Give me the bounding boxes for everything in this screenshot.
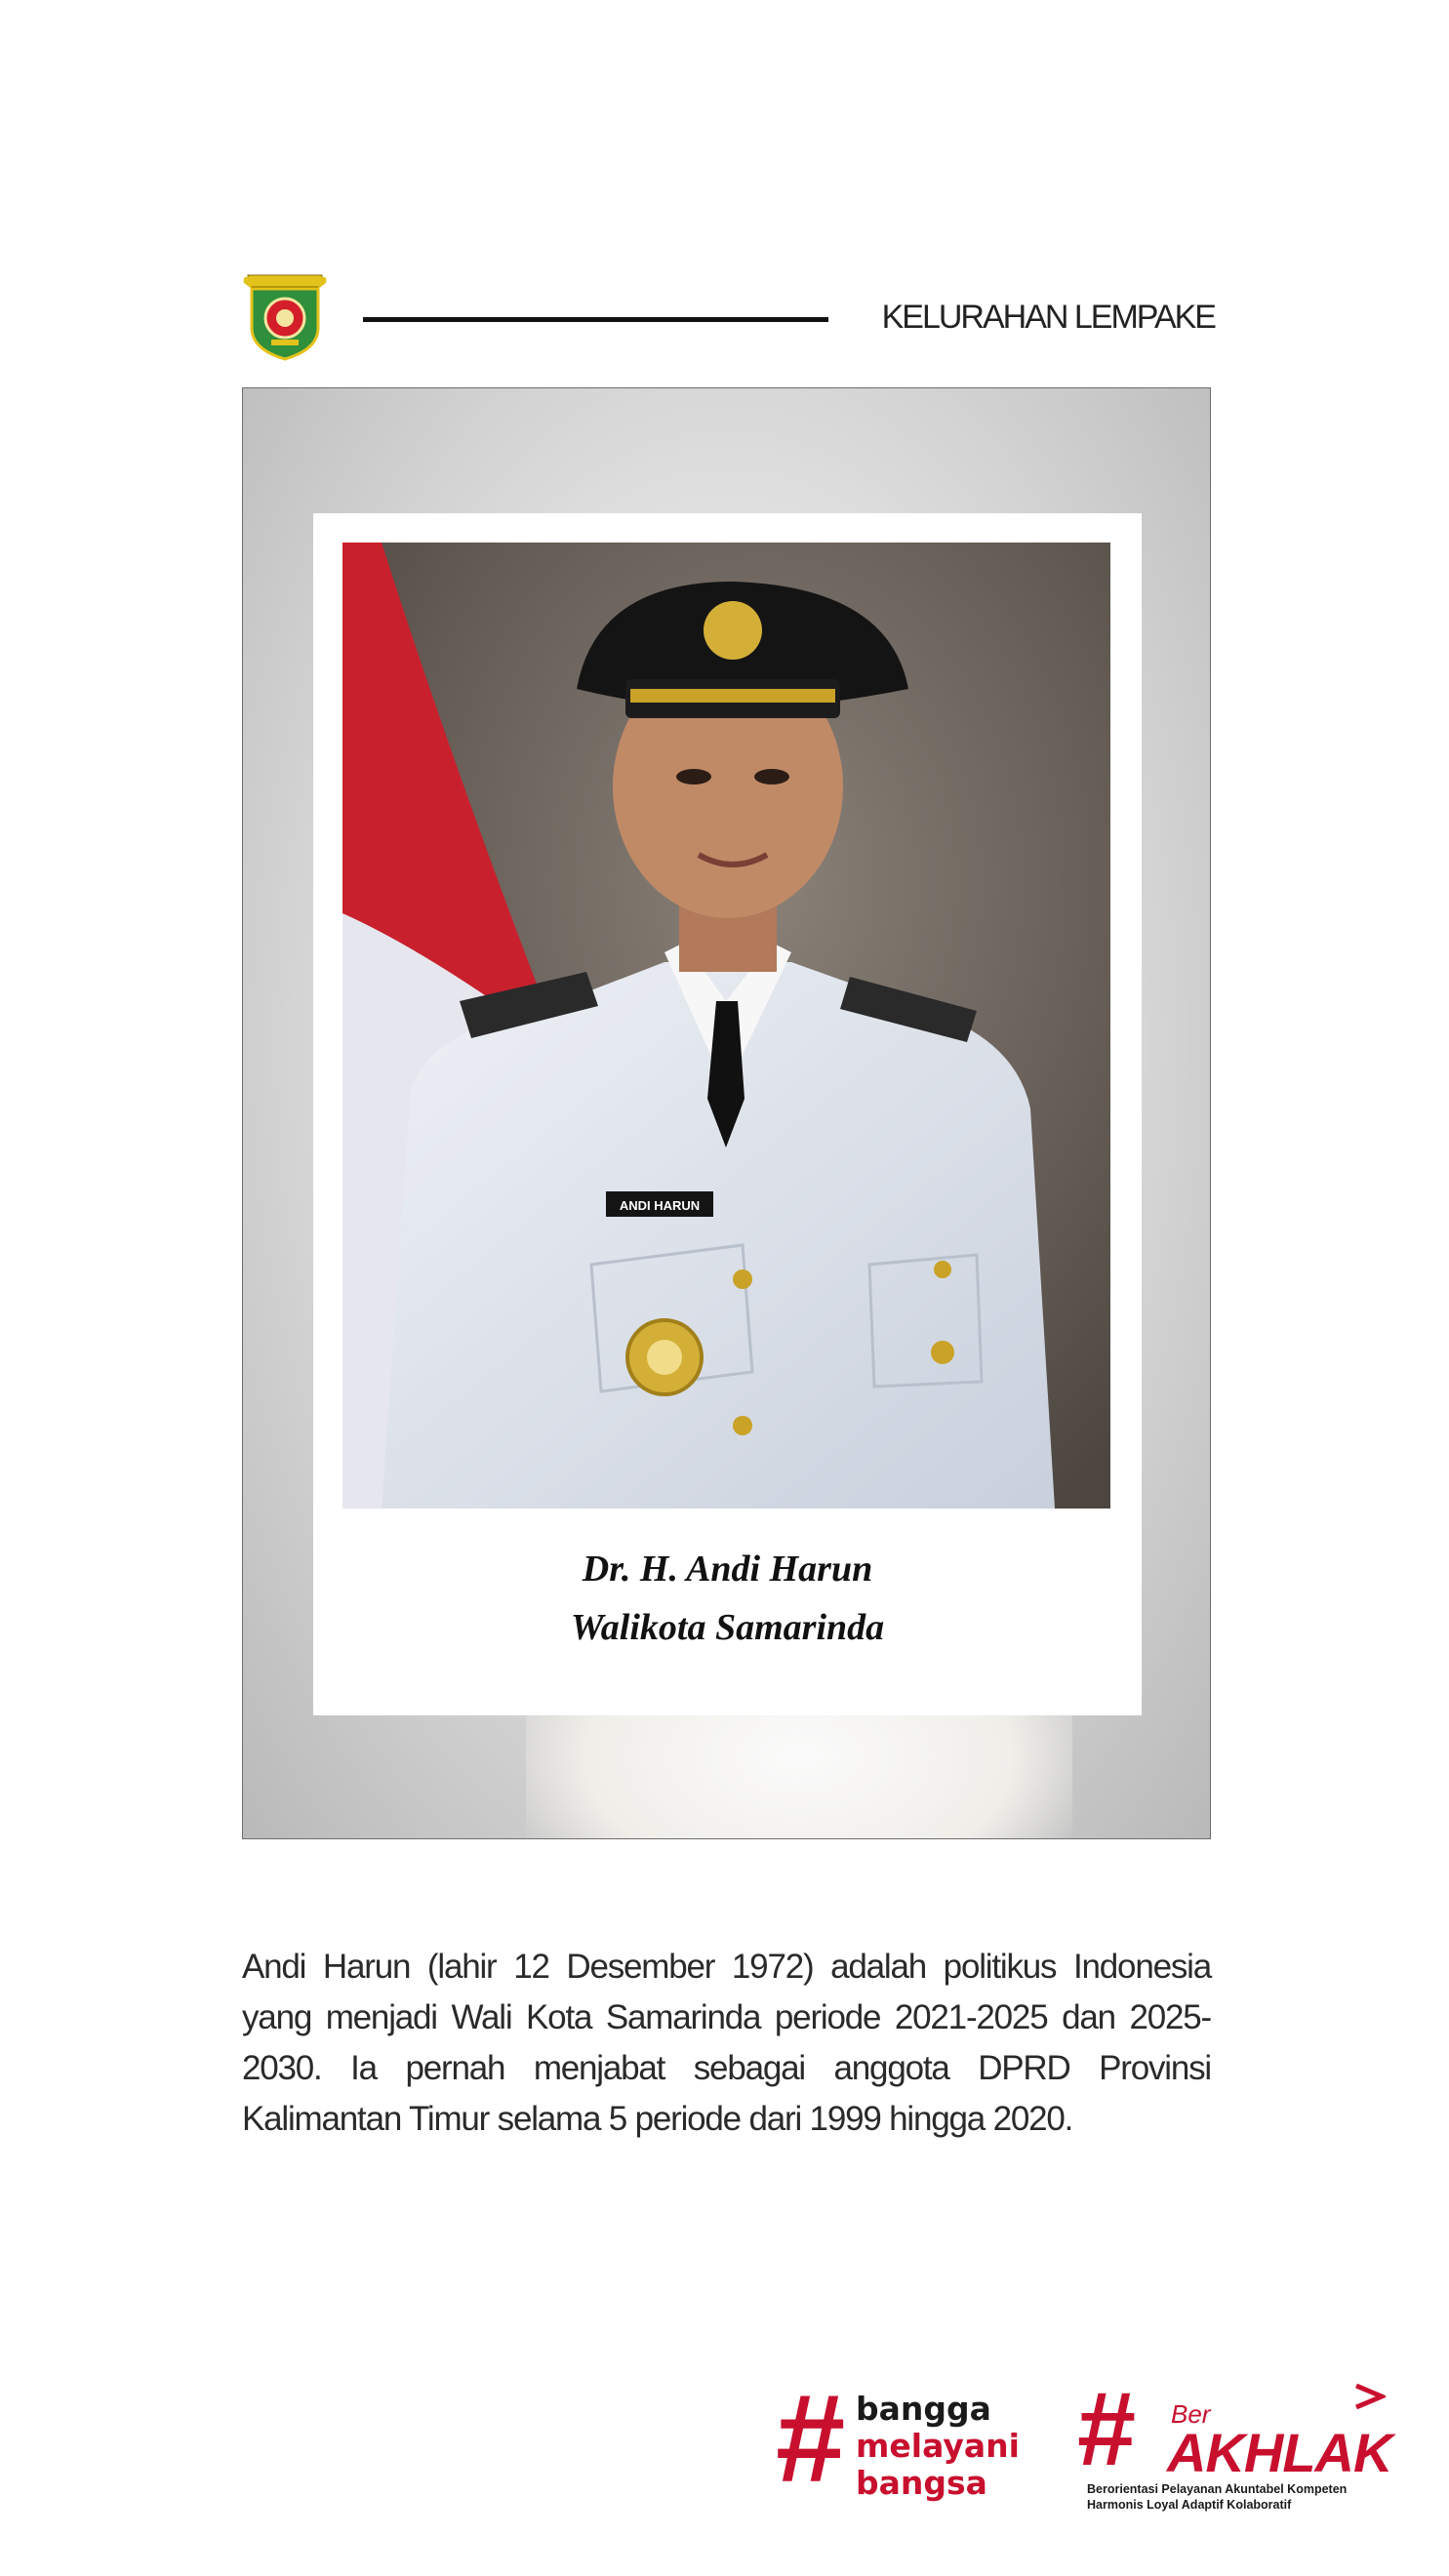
bangga-slogan-text [856, 2391, 1020, 2502]
official-portrait-image [342, 543, 1110, 1509]
akhlak-word: AKHLAK [1167, 2422, 1392, 2483]
bangga-melayani-bangsa-logo [776, 2369, 1049, 2509]
portrait-position: Walikota Samarinda [570, 1607, 885, 1648]
biography-paragraph: Andi Harun (lahir 12 Desember 1972) adalah politikus Indonesia yang menjadi Wali Kota Samarinda periode 2021-2025 dan 2025-2030. Ia pernah menjabat sebagai anggota DPRD Provinsi Kalimantan Timur selama 5 periode dari 1999 hingga 2020. [242, 1948, 1211, 2138]
portrait-photo [342, 543, 1110, 1509]
slogan-line-bangsa: bangsa [856, 2464, 987, 2502]
chevron-right-icon [1352, 2382, 1386, 2411]
slogan-line-melayani: melayani [856, 2427, 1020, 2465]
portrait-card [313, 513, 1142, 1715]
hashtag-symbol: # [1077, 2369, 1137, 2487]
hashtag-symbol: # [776, 2369, 846, 2509]
portrait-name: Dr. H. Andi Harun [582, 1549, 873, 1590]
uniform-name-tag: ANDI HARUN [619, 1198, 701, 1213]
berakhlak-logo [1077, 2369, 1399, 2517]
portrait-frame [242, 387, 1211, 1839]
header-divider [363, 317, 828, 322]
akhlak-values-text [1087, 2481, 1409, 2513]
organization-name: KELURAHAN LEMPAKE [881, 299, 1215, 336]
akhlak-values-line-2: Harmonis Loyal Adaptif Kolaboratif [1087, 2498, 1292, 2512]
page-header [0, 0, 1449, 371]
samarinda-coat-of-arms-icon [242, 271, 328, 361]
akhlak-values-line-1: Berorientasi Pelayanan Akuntabel Kompeten [1087, 2482, 1348, 2496]
akhlak-prefix: Ber [1171, 2399, 1211, 2429]
slogan-line-bangga: bangga [856, 2390, 991, 2428]
